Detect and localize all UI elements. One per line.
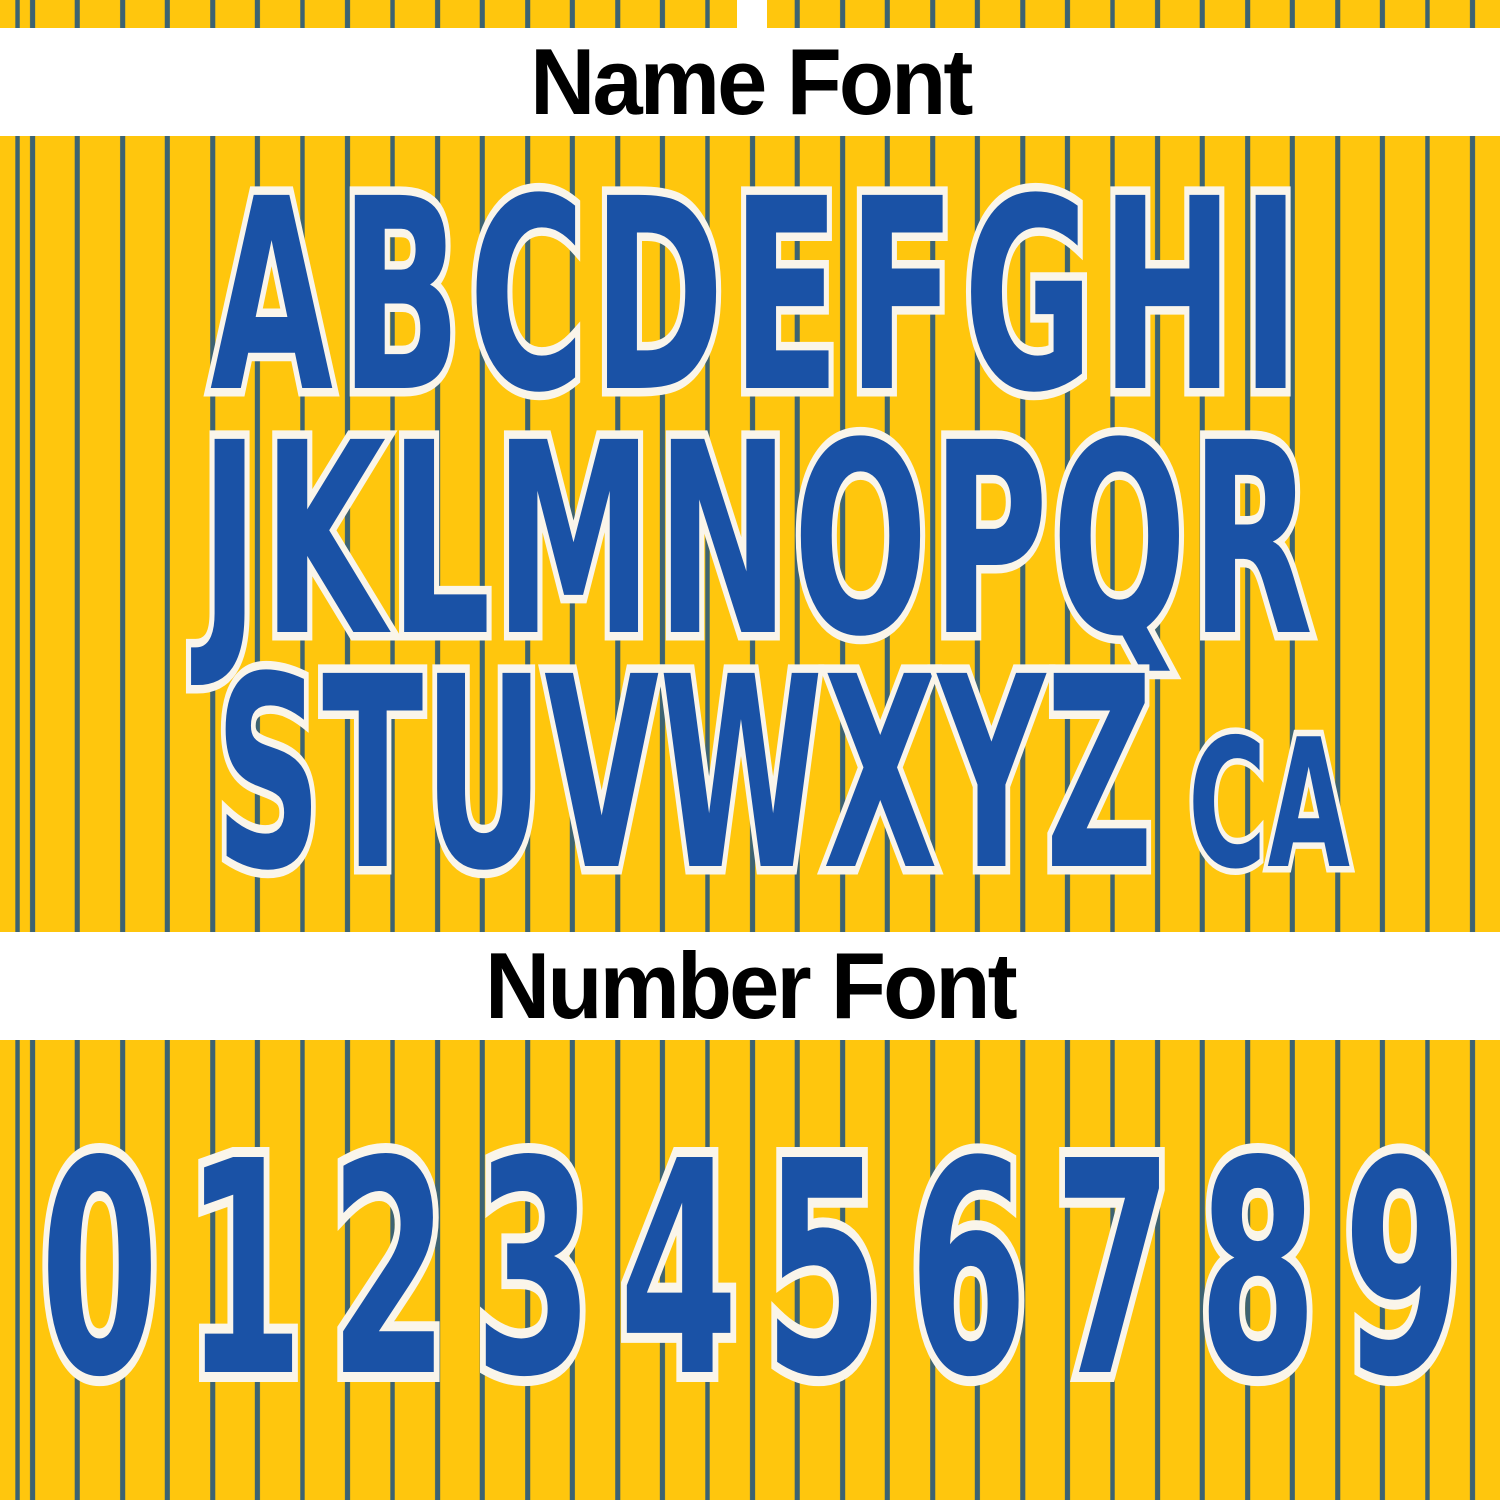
digits-row: 0123456789 <box>40 1097 1463 1442</box>
alphabet-row-1: ABCDEFGHI <box>210 141 1301 452</box>
name-font-title: Name Font <box>529 29 971 134</box>
alphabet-row-2: JKLMNOPQR <box>200 385 1313 696</box>
watermark-ca: CA <box>1188 701 1350 909</box>
number-font-title: Number Font <box>485 933 1015 1038</box>
alphabet-row-3: STUVWXYZ <box>215 620 1153 929</box>
